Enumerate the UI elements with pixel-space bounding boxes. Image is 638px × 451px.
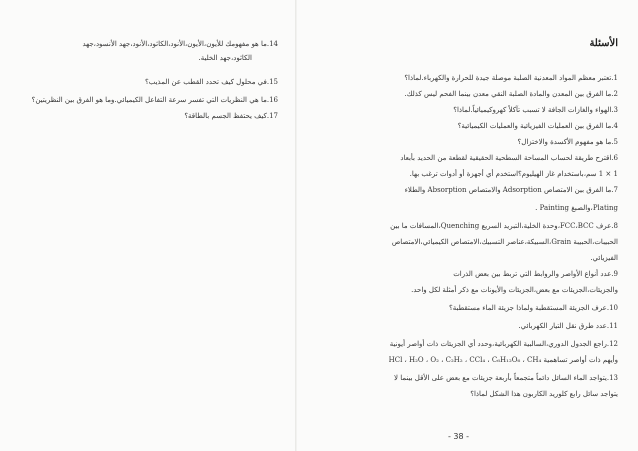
page-binding xyxy=(295,0,297,451)
question-8-line-2: الحبيبات،الحبيبة Grain،السبيكة،عناصر التسبيك،الامتصاص الكيميائي،الامتصاص xyxy=(391,238,618,246)
question-12-line-1: 12.راجع الجدول الدوري،السالبية الكهربائية،وحدد أي الجزيئات ذات أواصر أيونية xyxy=(389,340,618,348)
question-16: 16.ما هي النظريات التي تفسر سرعة التفاعل الكيميائي.وما هو الفرق بين النظريتين؟ xyxy=(31,96,278,104)
question-9-line-2: والجزيئات،الجزيئات مع بعض،الجزيئات والأيونات مع ذكر أمثلة لكل واحد. xyxy=(411,286,618,294)
right-page xyxy=(300,0,630,451)
question-2: 2.ما الفرق بين المعدن والمادة الصلبة النقي معدن بينما الفحم ليس كذلك. xyxy=(404,90,618,98)
question-6-line-1: 6.اقترح طريقة لحساب المساحة السطحية الحقيقية لقطعة من الحديد بأبعاد xyxy=(400,154,618,162)
question-3: 3.الهواء والغازات الجافة لا تسبب تآكلاً كهروكيميائياً.لماذا؟ xyxy=(453,106,618,114)
question-10: 10.عرف الجزيئة المستقطبة ولماذا جزيئة الماء مستقطبة؟ xyxy=(449,304,618,312)
left-page xyxy=(0,0,292,451)
question-15: 15.في محلول كيف تحدد القطب عن المذيب؟ xyxy=(145,78,278,86)
question-6-line-2: 1 × 1 سم،باستخدام غاز الهيليوم؟استخدم أي أجهزة أو أدوات ترغب بها. xyxy=(409,170,618,178)
question-8-line-3: الفيزيائي. xyxy=(590,254,618,262)
question-7-line-2: Plating،والصبغ Painting . xyxy=(535,204,618,212)
question-1: 1.تعتبر معظم المواد المعدنية الصلبة موصلة جيدة للحرارة والكهرباء.لماذا؟ xyxy=(404,74,618,82)
question-12-line-2: وأيهم ذات أواصر تساهمية HCl ، H₂O ، O₂ ، C₂H₂ ، CCl₄ ، C₆H₁₂O₆ ، CH₄ xyxy=(388,356,618,364)
question-4: 4.ما الفرق بين العمليات الفيزيائية والعمليات الكيميائية؟ xyxy=(457,122,618,130)
question-5: 5.ما هو مفهوم الأكسدة والاختزال؟ xyxy=(517,138,618,146)
page-number: - 38 - xyxy=(448,432,470,441)
question-8-line-1: 8.عرف FCC،BCC،وحدة الخلية،التبريد السريع Quenching،المسافات ما بين xyxy=(390,222,618,230)
question-14-line-2: الكاثود،جهد الخلية. xyxy=(198,54,252,62)
question-14-line-1: 14.ما هو مفهومك للأيون،الأيون،الأنود،الكاثود،الأنود،جهد الأنسود،جهد xyxy=(82,40,278,48)
question-13-line-2: يتواجد سائل رابع كلوريد الكاربون هذا الشكل لماذا؟ xyxy=(470,390,618,398)
question-7-line-1: 7.ما الفرق بين الامتصاص Adsorption والامتصاص Absorption والطلاء xyxy=(404,186,618,194)
question-11: 11.عدد طرق نقل التيار الكهربائي. xyxy=(518,322,618,330)
page-heading: الأسئلة xyxy=(589,38,618,49)
question-17: 17.كيف يحتفظ الجسم بالطاقة؟ xyxy=(184,112,278,120)
question-9-line-1: 9.عدد أنواع الأواصر والروابط التي تربط بين بعض الذرات xyxy=(453,270,618,278)
question-13-line-1: 13.يتواجد الماء السائل دائماً متجمعاً بأربعة جزيئات مع بعض على الأقل بينما لا xyxy=(394,374,618,382)
